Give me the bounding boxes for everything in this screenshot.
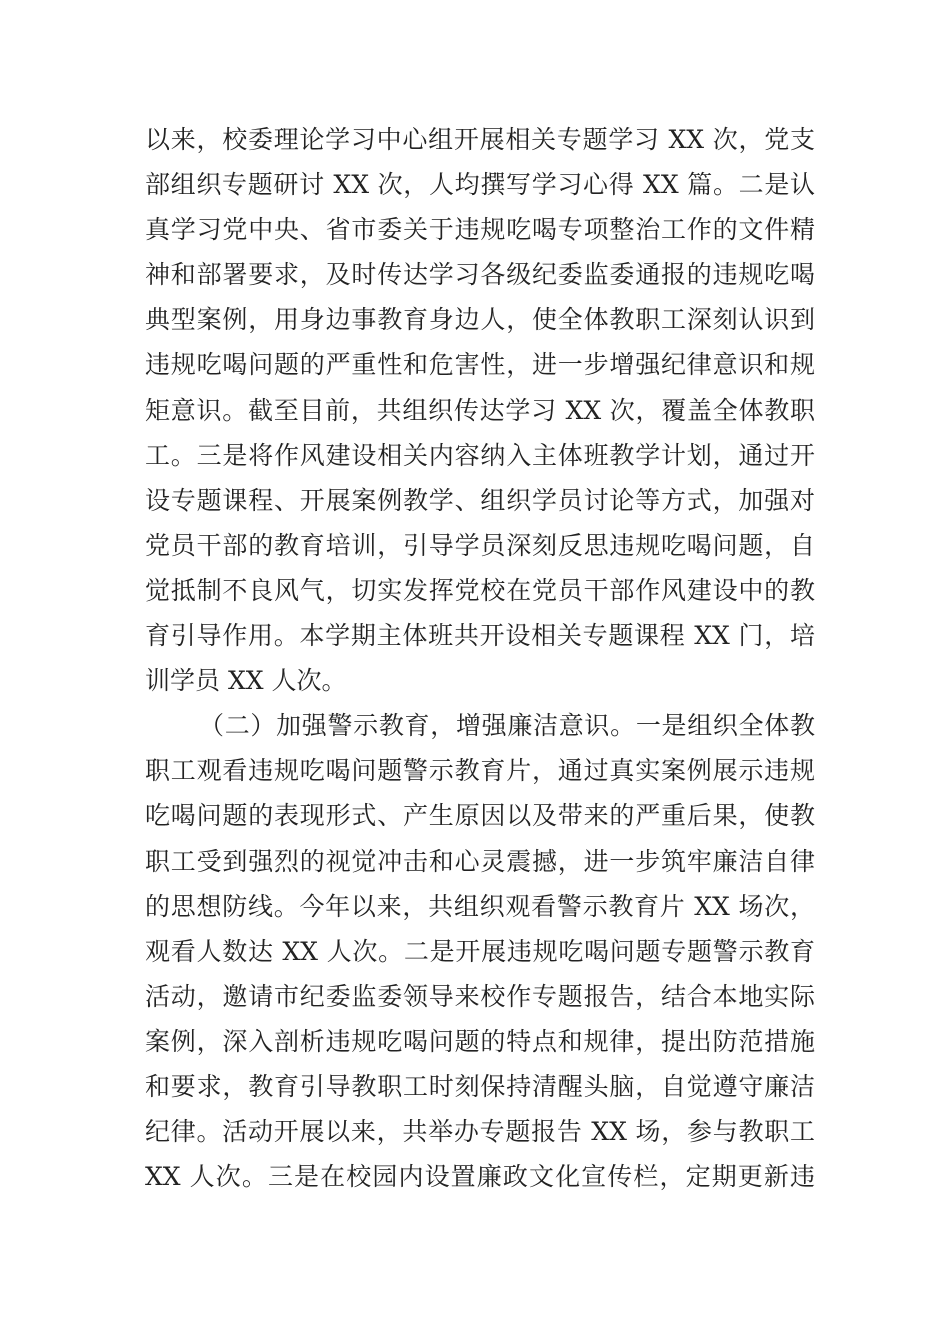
text-line: 真学习党中央、省市委关于违规吃喝专项整治工作的文件精: [145, 215, 815, 245]
text-line: XX 人次。三是在校园内设置廉政文化宣传栏，定期更新违: [145, 1162, 815, 1192]
text-line: 育引导作用。本学期主体班共开设相关专题课程 XX 门，培: [145, 621, 815, 651]
text-line: 部组织专题研讨 XX 次，人均撰写学习心得 XX 篇。二是认: [145, 170, 815, 200]
text-line: 职工受到强烈的视觉冲击和心灵震撼，进一步筑牢廉洁自律: [145, 846, 815, 876]
document-body: [145, 117, 815, 1199]
text-line: 和要求，教育引导教职工时刻保持清醒头脑，自觉遵守廉洁: [145, 1071, 815, 1101]
text-line: 觉抵制不良风气，切实发挥党校在党员干部作风建设中的教: [145, 575, 815, 605]
text-line: 工。三是将作风建设相关内容纳入主体班教学计划，通过开: [145, 440, 815, 470]
text-line: 案例，深入剖析违规吃喝问题的特点和规律，提出防范措施: [145, 1026, 815, 1056]
text-line: 职工观看违规吃喝问题警示教育片，通过真实案例展示违规: [145, 756, 815, 786]
text-line: 的思想防线。今年以来，共组织观看警示教育片 XX 场次，: [145, 891, 815, 921]
section-heading-line: （二）加强警示教育，增强廉洁意识。一是组织全体教: [199, 711, 815, 741]
text-line: 活动，邀请市纪委监委领导来校作专题报告，结合本地实际: [145, 981, 815, 1011]
paragraph-end-line: 训学员 XX 人次。: [145, 666, 347, 696]
text-line: 典型案例，用身边事教育身边人，使全体教职工深刻认识到: [145, 305, 815, 335]
text-line: 矩意识。截至目前，共组织传达学习 XX 次，覆盖全体教职: [145, 395, 815, 425]
text-line: 观看人数达 XX 人次。二是开展违规吃喝问题专题警示教育: [145, 936, 815, 966]
text-line: 违规吃喝问题的严重性和危害性，进一步增强纪律意识和规: [145, 350, 815, 380]
text-line: 党员干部的教育培训，引导学员深刻反思违规吃喝问题，自: [145, 530, 815, 560]
text-line: 以来，校委理论学习中心组开展相关专题学习 XX 次，党支: [145, 125, 815, 154]
text-line: 神和部署要求，及时传达学习各级纪委监委通报的违规吃喝: [145, 260, 815, 290]
text-line: 吃喝问题的表现形式、产生原因以及带来的严重后果，使教: [145, 801, 815, 831]
text-line: 设专题课程、开展案例教学、组织学员讨论等方式，加强对: [145, 485, 815, 515]
text-line: 纪律。活动开展以来，共举办专题报告 XX 场，参与教职工: [145, 1117, 815, 1147]
